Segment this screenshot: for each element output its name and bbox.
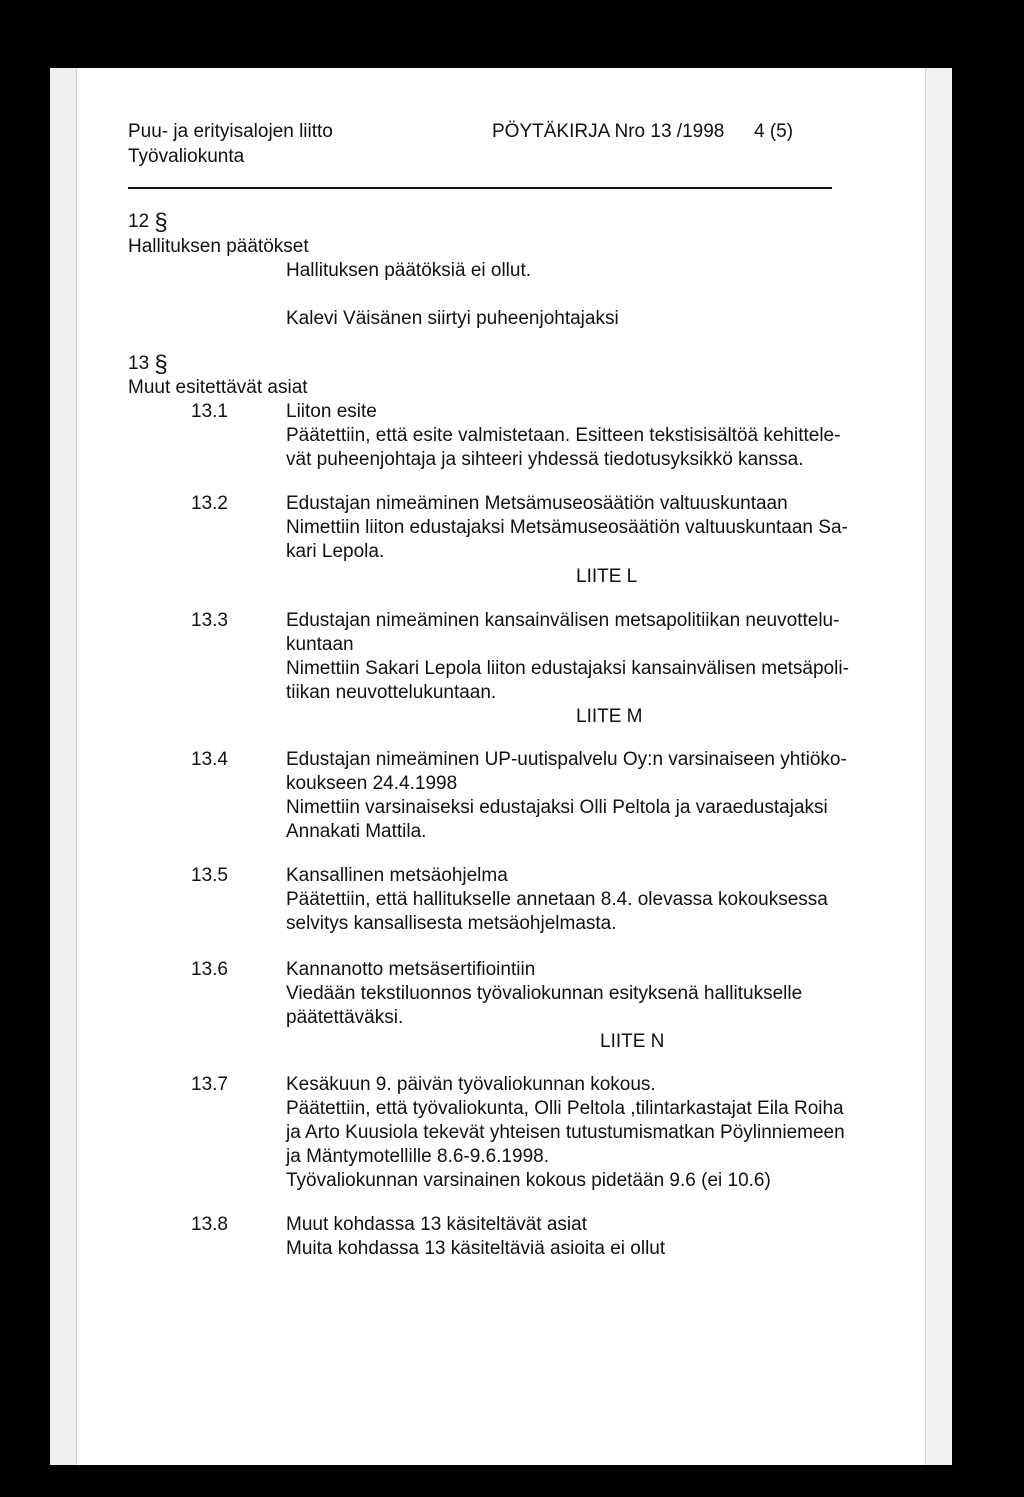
paper-edge-right [925, 68, 952, 1465]
section-12-number: 12 [128, 211, 150, 232]
section-12-text: Hallituksen päätöksiä ei ollut. [286, 260, 532, 281]
item-line: selvitys kansallisesta metsäohjelmasta. [286, 913, 617, 934]
item-number: 13.3 [191, 610, 228, 631]
attachment-label: LIITE N [600, 1031, 665, 1052]
scan-border-top [0, 0, 1024, 68]
section-sign: § [154, 351, 168, 378]
chair-note: Kalevi Väisänen siirtyi puheenjohtajaksi [286, 308, 619, 329]
item-line: vät puheenjohtaja ja sihteeri yhdessä tiedotusyksikkö kanssa. [286, 449, 804, 470]
item-number: 13.4 [191, 749, 228, 770]
item-title: Edustajan nimeäminen UP-uutispalvelu Oy:n varsinaiseen yhtiöko- [286, 749, 847, 770]
item-title: Liiton esite [286, 401, 377, 422]
item-line: Päätettiin, että esite valmistetaan. Esitteen tekstisisältöä kehittele- [286, 425, 841, 446]
item-number: 13.5 [191, 865, 228, 886]
section-12-title: Hallituksen päätökset [128, 236, 309, 257]
scan-border-bottom [0, 1465, 1024, 1497]
scan-border-left [0, 0, 50, 1497]
item-title: Kesäkuun 9. päivän työvaliokunnan kokous. [286, 1074, 656, 1095]
header-org: Puu- ja erityisalojen liitto [128, 121, 333, 142]
item-line: kari Lepola. [286, 541, 385, 562]
section-13-number: 13 [128, 353, 150, 374]
item-number: 13.2 [191, 493, 228, 514]
item-number: 13.6 [191, 959, 228, 980]
item-line: Työvaliokunnan varsinainen kokous pidetään 9.6 (ei 10.6) [286, 1170, 771, 1191]
item-line: Päätettiin, että hallitukselle annetaan 8.4. olevassa kokouksessa [286, 889, 828, 910]
item-line: ja Arto Kuusiola tekevät yhteisen tutustumismatkan Pöylinniemeen [286, 1122, 845, 1143]
scan-border-right [952, 0, 1024, 1497]
item-title: Kansallinen metsäohjelma [286, 865, 508, 886]
header-unit: Työvaliokunta [128, 146, 245, 167]
paper-edge-left [50, 68, 77, 1465]
header-rule [128, 187, 832, 189]
item-line: Nimettiin varsinaiseksi edustajaksi Olli Peltola ja varaedustajaksi [286, 797, 828, 818]
item-line: Nimettiin Sakari Lepola liiton edustajaksi kansainvälisen metsäpoli- [286, 658, 849, 679]
item-line: Nimettiin liiton edustajaksi Metsämuseosäätiön valtuuskuntaan Sa- [286, 517, 848, 538]
section-13-heading [128, 352, 168, 377]
item-line: koukseen 24.4.1998 [286, 773, 458, 794]
section-12-heading [128, 210, 168, 235]
item-line: Annakati Mattila. [286, 821, 427, 842]
attachment-label: LIITE M [576, 706, 643, 727]
item-title: Edustajan nimeäminen kansainvälisen metsapolitiikan neuvottelu- [286, 610, 840, 631]
item-line: Päätettiin, että työvaliokunta, Olli Peltola ,tilintarkastajat Eila Roiha [286, 1098, 844, 1119]
item-number: 13.1 [191, 401, 228, 422]
item-number: 13.8 [191, 1214, 228, 1235]
item-line: Viedään tekstiluonnos työvaliokunnan esityksenä hallitukselle [286, 983, 803, 1004]
item-title: Kannanotto metsäsertifiointiin [286, 959, 536, 980]
header-page: 4 (5) [754, 121, 794, 142]
item-line: tiikan neuvottelukuntaan. [286, 682, 497, 703]
item-title: Muut kohdassa 13 käsiteltävät asiat [286, 1214, 588, 1235]
section-sign: § [154, 209, 168, 236]
item-title: Edustajan nimeäminen Metsämuseosäätiön valtuuskuntaan [286, 493, 788, 514]
item-line: päätettäväksi. [286, 1007, 404, 1028]
attachment-label: LIITE L [576, 566, 638, 587]
item-line: kuntaan [286, 634, 354, 655]
section-13-title: Muut esitettävät asiat [128, 377, 308, 398]
item-line: Muita kohdassa 13 käsiteltäviä asioita ei ollut [286, 1238, 666, 1259]
item-number: 13.7 [191, 1074, 228, 1095]
header-doc-number: PÖYTÄKIRJA Nro 13 /1998 [492, 121, 725, 142]
item-line: ja Mäntymotellille 8.6-9.6.1998. [286, 1146, 549, 1167]
